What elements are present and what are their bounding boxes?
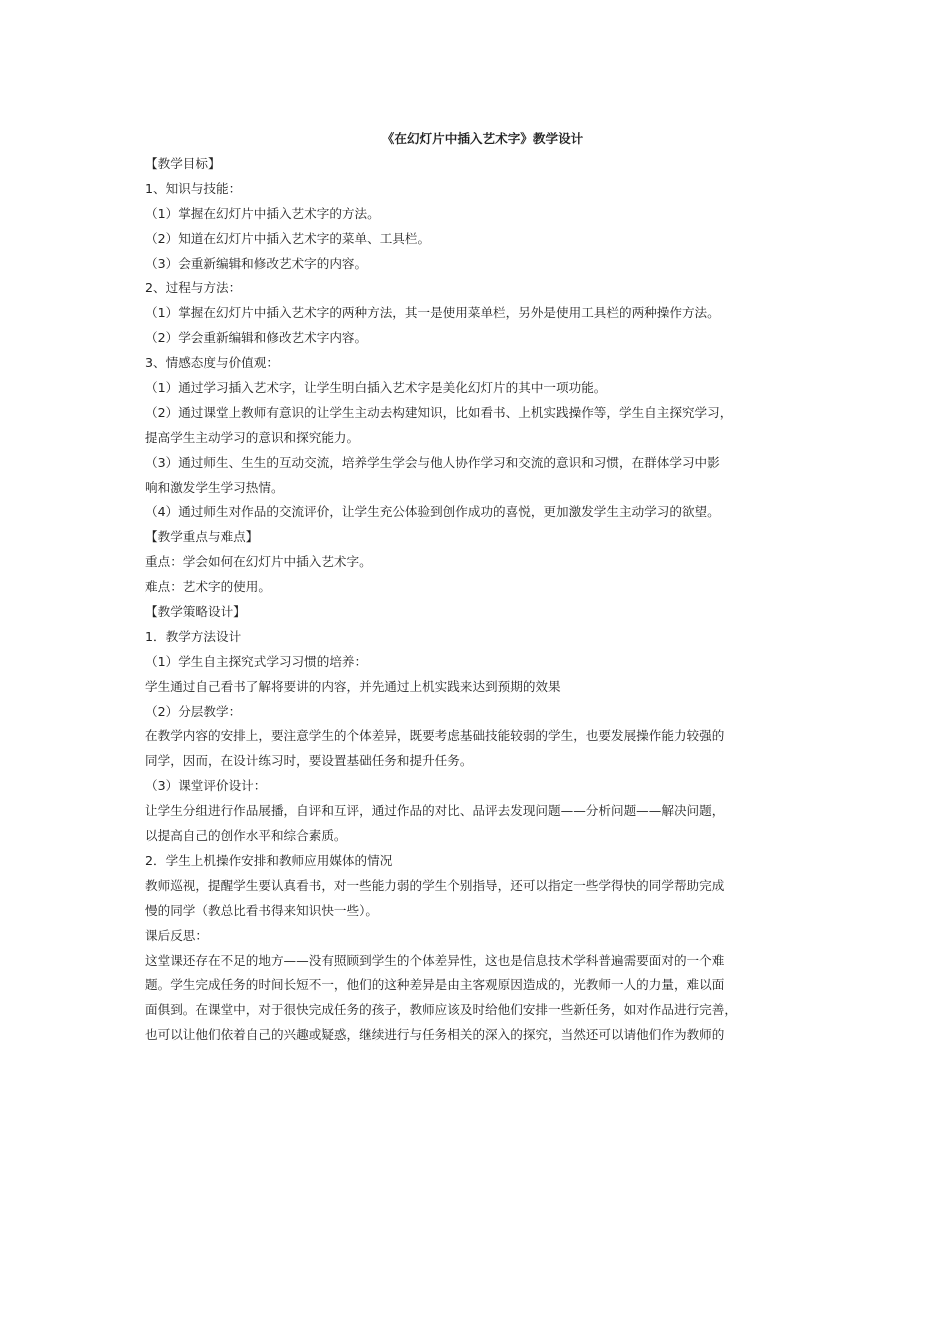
- text-line: 响和激发学生学习热情。: [145, 479, 284, 495]
- text-line: 学生通过自己看书了解将要讲的内容，并先通过上机实践来达到预期的效果: [145, 678, 561, 694]
- text-line: 题。学生完成任务的时间长短不一，他们的这种差异是由主客观原因造成的，光教师一人的力量，难以面: [145, 977, 725, 993]
- text-line: 重点：学会如何在幻灯片中插入艺术字。: [145, 554, 372, 570]
- text-line: 2．学生上机操作安排和教师应用媒体的情况: [145, 852, 393, 868]
- text-line: 以提高自己的创作水平和综合素质。: [145, 828, 347, 844]
- text-line: 让学生分组进行作品展播，自评和互评，通过作品的对比、品评去发现问题——分析问题——解决问题，: [145, 803, 725, 819]
- text-line: 课后反思：: [145, 927, 208, 943]
- text-line: （3）会重新编辑和修改艺术字的内容。: [145, 255, 368, 271]
- text-line: （2）学会重新编辑和修改艺术字内容。: [145, 330, 368, 346]
- document-body: [145, 127, 810, 1048]
- text-line: 也可以让他们依着自己的兴趣或疑惑，继续进行与任务相关的深入的探究，当然还可以请他们作为教师的: [145, 1027, 725, 1043]
- text-line: 1．教学方法设计: [145, 628, 242, 644]
- text-line: 在教学内容的安排上，要注意学生的个体差异，既要考虑基础技能较弱的学生，也要发展操作能力较强的: [145, 728, 725, 744]
- text-line: （3）课堂评价设计：: [145, 778, 267, 794]
- text-line: （1）学生自主探究式学习习惯的培养：: [145, 653, 368, 669]
- document-lines: [145, 152, 810, 1048]
- text-line: 同学，因而，在设计练习时，要设置基础任务和提升任务。: [145, 753, 473, 769]
- text-line: 3、情感态度与价值观：: [145, 355, 279, 371]
- text-line: （2）知道在幻灯片中插入艺术字的菜单、工具栏。: [145, 230, 431, 246]
- text-line: 提高学生主动学习的意识和探究能力。: [145, 429, 360, 445]
- text-line: 难点：艺术字的使用。: [145, 579, 271, 595]
- text-line: 面俱到。在课堂中，对于很快完成任务的孩子，教师应该及时给他们安排一些新任务，如对作品进行完善，: [145, 1002, 737, 1018]
- document-title: 《在幻灯片中插入艺术字》教学设计: [381, 131, 584, 146]
- text-line: 【教学策略设计】: [145, 604, 246, 620]
- text-line: （1）掌握在幻灯片中插入艺术字的方法。: [145, 205, 380, 221]
- text-line: 1、知识与技能：: [145, 180, 242, 196]
- text-line: 慢的同学（教总比看书得来知识快一些）。: [145, 902, 378, 918]
- text-line: （2）通过课堂上教师有意识的让学生主动去构建知识，比如看书、上机实践操作等，学生自主探究学习，: [145, 404, 733, 420]
- text-line: 【教学目标】: [145, 156, 221, 171]
- text-line: （1）掌握在幻灯片中插入艺术字的两种方法，其一是使用菜单栏，另外是使用工具栏的两种操作方法。: [145, 305, 720, 321]
- text-line: 教师巡视，提醒学生要认真看书，对一些能力弱的学生个别指导，还可以指定一些学得快的同学帮助完成: [145, 877, 725, 893]
- text-line: （3）通过师生、生生的互动交流，培养学生学会与他人协作学习和交流的意识和习惯，在群体学习中影: [145, 454, 720, 470]
- text-line: 【教学重点与难点】: [145, 529, 259, 545]
- text-line: （2）分层教学：: [145, 703, 242, 719]
- text-line: （1）通过学习插入艺术字，让学生明白插入艺术字是美化幻灯片的其中一项功能。: [145, 380, 607, 396]
- text-line: 这堂课还存在不足的地方——没有照顾到学生的个体差异性，这也是信息技术学科普遍需要面对的一个难: [145, 952, 725, 968]
- text-line: 2、过程与方法：: [145, 280, 242, 296]
- text-line: （4）通过师生对作品的交流评价，让学生充公体验到创作成功的喜悦，更加激发学生主动学习的欲望。: [145, 504, 720, 520]
